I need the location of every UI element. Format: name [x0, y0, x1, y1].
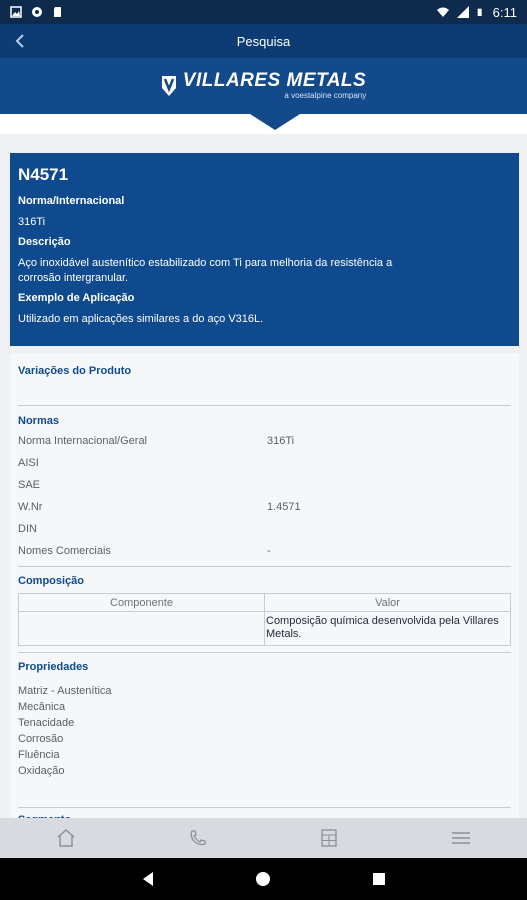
- brand-tagline: a voestalpine company: [284, 91, 367, 100]
- nav-home-button[interactable]: [0, 818, 132, 858]
- norma-row-label: DIN: [18, 523, 37, 535]
- norma-row: [18, 452, 511, 474]
- shield-logo-icon: [161, 75, 177, 97]
- content-area: [0, 134, 527, 818]
- norma-row: [18, 540, 511, 562]
- system-home-button[interactable]: [248, 864, 278, 894]
- system-nav-bar: [0, 858, 527, 900]
- sync-icon: [31, 6, 43, 18]
- composicao-title: Composição: [18, 575, 85, 587]
- table-row: [19, 612, 511, 646]
- variacoes-title[interactable]: Variações do Produto: [18, 365, 132, 377]
- table-header-componente: Componente: [19, 594, 265, 612]
- status-bar: [0, 0, 527, 24]
- table-cell-componente: [19, 612, 265, 646]
- norma-row-label: Norma Internacional/Geral: [18, 435, 148, 447]
- descricao-value: Aço inoxidável austenítico estabilizado com Ti para melhoria da resistência a corrosão intergranular.: [18, 257, 393, 284]
- norma-row: [18, 430, 511, 452]
- nav-menu-button[interactable]: [395, 818, 527, 858]
- home-icon: [56, 829, 76, 847]
- propriedades-title: Propriedades: [18, 661, 89, 673]
- exemplo-label: Exemplo de Aplicação: [18, 292, 135, 304]
- brand-name: VILLARES METALS: [182, 70, 367, 91]
- chevron-left-icon: [15, 33, 25, 49]
- norma-row-value: 1.4571: [267, 501, 301, 513]
- propriedade-item: Oxidação: [18, 765, 65, 777]
- propriedade-item: Tenacidade: [18, 717, 75, 729]
- normas-title: Normas: [18, 415, 59, 427]
- propriedade-item: Corrosão: [18, 733, 64, 745]
- home-circle-icon: [255, 871, 271, 887]
- details-panel: [10, 353, 519, 823]
- norma-row-value: 316Ti: [267, 435, 295, 447]
- nav-phone-button[interactable]: [132, 818, 264, 858]
- brand-banner: [0, 58, 527, 114]
- bottom-nav: [0, 818, 527, 858]
- back-triangle-icon: [141, 871, 155, 887]
- norma-row-label: SAE: [18, 479, 41, 491]
- banner-pointer: [250, 114, 300, 130]
- norma-row-label: W.Nr: [18, 501, 43, 513]
- divider: [18, 807, 511, 808]
- nav-calculator-button[interactable]: [264, 818, 396, 858]
- divider: [18, 652, 511, 653]
- sd-card-icon: [52, 6, 64, 18]
- table-cell-valor: Composição química desenvolvida pela Villares Metals.: [265, 612, 511, 646]
- recents-square-icon: [372, 872, 386, 886]
- system-recents-button[interactable]: [364, 864, 394, 894]
- wifi-icon: [437, 6, 449, 18]
- signal-icon: [457, 6, 469, 18]
- divider: [18, 405, 511, 406]
- back-button[interactable]: [10, 30, 30, 52]
- clock: 6:11: [492, 4, 517, 20]
- villares-logo: [161, 71, 366, 101]
- product-card: [10, 153, 519, 346]
- propriedade-item: Mecânica: [18, 701, 66, 713]
- propriedade-item: Matriz - Austenítica: [18, 685, 112, 697]
- menu-icon: [451, 831, 471, 845]
- exemplo-value: Utilizado em aplicações similares a do aço V316L.: [18, 313, 264, 325]
- product-code: N4571: [18, 165, 69, 184]
- page-title: Pesquisa: [236, 33, 291, 49]
- norma-row-label: Nomes Comerciais: [18, 545, 111, 557]
- gallery-icon: [10, 6, 22, 18]
- norma-label: Norma/Internacional: [18, 195, 125, 207]
- table-header-valor: Valor: [265, 594, 511, 612]
- battery-icon: [477, 6, 485, 18]
- norma-value: 316Ti: [18, 216, 46, 228]
- propriedade-item: Fluência: [18, 749, 60, 761]
- composicao-table: [18, 593, 511, 646]
- divider: [18, 566, 511, 567]
- descricao-label: Descrição: [18, 236, 71, 248]
- norma-row-label: AISI: [18, 457, 39, 469]
- phone-icon: [189, 829, 207, 847]
- norma-row: [18, 496, 511, 518]
- norma-row: [18, 474, 511, 496]
- app-bar: [0, 24, 527, 58]
- norma-row-value: -: [267, 545, 271, 557]
- calculator-icon: [321, 829, 337, 847]
- system-back-button[interactable]: [133, 864, 163, 894]
- norma-row: [18, 518, 511, 540]
